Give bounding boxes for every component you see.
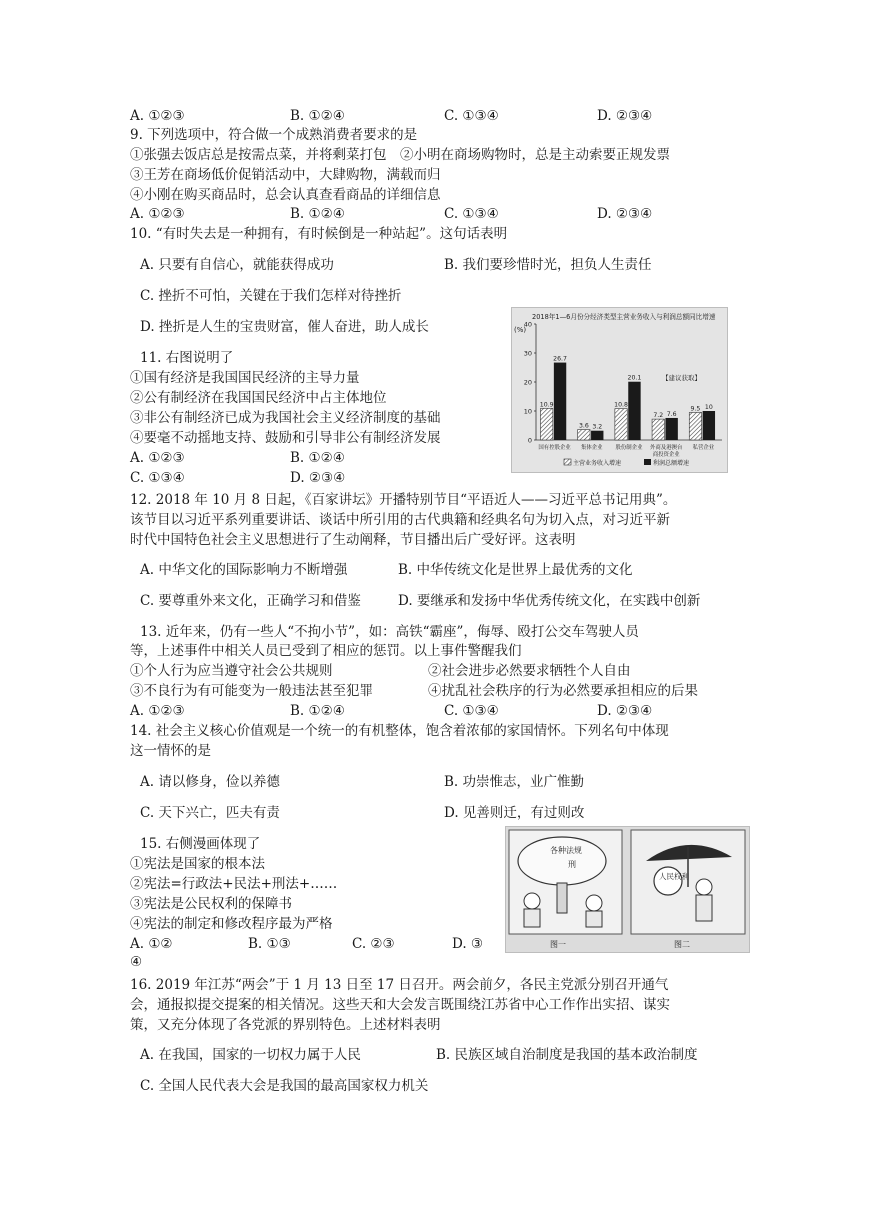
umbrella-label: 人民权利	[659, 872, 689, 881]
q14-option-d: D. 见善则迁，有过则改	[444, 805, 585, 821]
q13-option-b: B. ①②④	[290, 703, 345, 719]
chart-y-tick-label: 20	[523, 378, 532, 387]
chart-y-tick-label: 40	[523, 320, 532, 329]
q11-bar-chart	[511, 307, 728, 473]
legend-swatch-revenue	[564, 459, 571, 465]
legend-swatch-profit	[644, 459, 651, 465]
q11-item-4: ④要毫不动摇地支持、鼓励和引导非公有制经济发展	[130, 430, 441, 446]
q9-item-1-2: ①张强去饭店总是按需点菜，并将剩菜打包 ②小明在商场购物时，总是主动索要正规发票	[130, 147, 670, 163]
bar-profit	[665, 418, 677, 440]
bar-profit	[703, 411, 715, 440]
q13-option-d: D. ②③④	[597, 703, 653, 719]
q11-option-a: A. ①②③	[130, 450, 185, 466]
q9-item-4: ④小刚在购买商品时，总会认真查看商品的详细信息	[130, 187, 441, 203]
q16-line-3: 策，又充分体现了各党派的界别特色。上述材料表明	[130, 1017, 441, 1033]
q8-option-c: C. ①③④	[444, 108, 499, 124]
bar-value-label: 10.8	[614, 401, 628, 409]
q12-line-1: 12. 2018 年 10 月 8 日起，《百家讲坛》开播特别节目“平语近人——习近平总书记用典”。	[130, 492, 677, 508]
tree-trunk-icon	[557, 883, 567, 913]
q9-option-a: A. ①②③	[130, 206, 185, 222]
q15-option-a: A. ①②	[130, 936, 173, 952]
chart-watermark: 【建议获取】	[662, 374, 701, 382]
q13-item-3: ③不良行为有可能变为一般违法甚至犯罪	[130, 683, 373, 699]
q11-option-d: D. ②③④	[290, 470, 346, 486]
q15-option-d: D. ③	[452, 936, 484, 952]
q9-option-c: C. ①③④	[444, 206, 499, 222]
chart-category-label: 集体企业	[581, 445, 603, 451]
chart-category-label: 私营企业	[692, 445, 715, 451]
legend-label-revenue: 主营业务收入增速	[573, 460, 622, 467]
q9-stem: 9. 下列选项中，符合做一个成熟消费者要求的是	[130, 127, 418, 143]
q15-cartoon	[505, 826, 750, 953]
bar-value-label: 3.6	[578, 422, 589, 430]
q14-option-a: A. 请以修身，俭以养德	[140, 774, 280, 790]
q12-option-b: B. 中华传统文化是世界上最优秀的文化	[398, 562, 633, 578]
chart-category-label: 外商及港澳台	[650, 445, 683, 451]
chart-title: 2018年1—6月份分经济类型主营业务收入与利润总额同比增速	[532, 313, 716, 321]
q13-option-c: C. ①③④	[444, 703, 499, 719]
q14-option-c: C. 天下兴亡，匹夫有责	[140, 805, 280, 821]
chart-ylabel: (%)	[514, 326, 527, 334]
bar-value-label: 20.1	[627, 374, 642, 382]
q13-item-1: ①个人行为应当遵守社会公共规则	[130, 663, 333, 679]
q15-option-d-wrap: ④	[130, 954, 143, 970]
q12-line-3: 时代中国特色社会主义思想进行了生动阐释，节目播出后广受好评。这表明	[130, 532, 576, 548]
chart-y-tick-label: 10	[523, 407, 532, 416]
q11-option-b: B. ①②④	[290, 450, 345, 466]
person-head-icon	[696, 879, 712, 895]
bar-value-label: 3.2	[592, 423, 603, 431]
q15-item-2: ②宪法=行政法+民法+刑法+……	[130, 876, 338, 892]
q11-item-2: ②公有制经济在我国国民经济中占主体地位	[130, 390, 387, 406]
q13-item-4: ④扰乱社会秩序的行为必然要承担相应的后果	[428, 683, 698, 699]
q16-option-a: A. 在我国，国家的一切权力属于人民	[140, 1047, 361, 1063]
q11-stem: 11. 右图说明了	[140, 350, 234, 366]
bar-revenue	[615, 409, 627, 440]
person-head-icon	[586, 895, 602, 911]
tree-label: 各种法规	[550, 846, 582, 855]
chart-category-label: 国有控股企业	[538, 445, 571, 451]
bar-profit	[554, 363, 566, 440]
q15-option-c: C. ②③	[352, 936, 395, 952]
q16-option-b: B. 民族区域自治制度是我国的基本政治制度	[436, 1047, 698, 1063]
person-body-icon	[524, 909, 540, 927]
bar-revenue	[689, 412, 701, 440]
q12-line-2: 该节目以习近平系列重要讲话、谈话中所引用的古代典籍和经典名句为切入点，对习近平新	[130, 512, 670, 528]
cartoon-svg	[506, 827, 749, 952]
q14-line-2: 这一情怀的是	[130, 743, 211, 759]
q10-stem: 10. “有时失去是一种拥有，有时候倒是一种站起”。这句话表明	[130, 226, 508, 242]
tree-sub-label: 刑	[568, 860, 576, 869]
bar-revenue	[540, 408, 552, 440]
q9-option-b: B. ①②④	[290, 206, 345, 222]
chart-category-label-wrap: 商投资企业	[652, 452, 680, 458]
q11-option-c: C. ①③④	[130, 470, 185, 486]
q8-option-b: B. ①②④	[290, 108, 345, 124]
q9-item-3: ③王芳在商场低价促销活动中，大肆购物，满载而归	[130, 167, 441, 183]
chart-svg	[512, 308, 727, 472]
bar-value-label: 7.6	[666, 410, 677, 418]
bar-value-label: 10.9	[539, 401, 554, 409]
q10-option-b: B. 我们要珍惜时光，担负人生责任	[444, 257, 652, 273]
q16-line-1: 16. 2019 年江苏“两会”于 1 月 13 日至 17 日召开。两会前夕，各民主党派分别召开通气	[130, 977, 669, 993]
bar-revenue	[578, 430, 590, 440]
q10-option-d: D. 挫折是人生的宝贵财富，催人奋进，助人成长	[140, 319, 429, 335]
q12-option-a: A. 中华文化的国际影响力不断增强	[140, 562, 348, 578]
q9-option-d: D. ②③④	[597, 206, 653, 222]
q12-option-c: C. 要尊重外来文化，正确学习和借鉴	[140, 593, 361, 609]
q15-item-4: ④宪法的制定和修改程序最为严格	[130, 916, 333, 932]
person-head-icon	[524, 893, 540, 909]
q13-line-1: 13. 近年来，仍有一些人“不拘小节”，如：高铁“霸座”，侮辱、殴打公交车驾驶人员	[140, 624, 639, 640]
q13-option-a: A. ①②③	[130, 703, 185, 719]
q15-item-1: ①宪法是国家的根本法	[130, 856, 265, 872]
bar-value-label: 7.2	[653, 412, 664, 420]
bar-value-label: 26.7	[553, 355, 567, 363]
q16-option-c: C. 全国人民代表大会是我国的最高国家权力机关	[140, 1078, 429, 1094]
q11-item-3: ③非公有制经济已成为我国社会主义经济制度的基础	[130, 410, 441, 426]
chart-category-label: 股份制企业	[615, 445, 643, 451]
q8-option-a: A. ①②③	[130, 108, 185, 124]
bar-revenue	[652, 419, 664, 440]
bar-value-label: 9.5	[690, 405, 701, 413]
caption-2: 图二	[674, 940, 690, 949]
bar-value-label: 10	[704, 404, 713, 411]
tree-crown-icon	[518, 837, 606, 885]
q11-item-1: ①国有经济是我国国民经济的主导力量	[130, 370, 360, 386]
q10-option-c: C. 挫折不可怕，关键在于我们怎样对待挫折	[140, 288, 402, 304]
chart-y-tick-label: 30	[523, 349, 532, 358]
q13-item-2: ②社会进步必然要求牺牲个人自由	[428, 663, 631, 679]
q14-line-1: 14. 社会主义核心价值观是一个统一的有机整体，饱含着浓郁的家国情怀。下列名句中体现	[130, 723, 669, 739]
q15-stem: 15. 右侧漫画体现了	[140, 836, 261, 852]
q15-option-b: B. ①③	[248, 936, 291, 952]
q13-line-2: 等，上述事件中相关人员已受到了相应的惩罚。以上事件警醒我们	[130, 643, 522, 659]
person-body-icon	[696, 895, 712, 921]
q15-item-3: ③宪法是公民权利的保障书	[130, 896, 292, 912]
caption-1: 图一	[550, 940, 566, 949]
person-body-icon	[586, 911, 602, 927]
q8-option-d: D. ②③④	[597, 108, 653, 124]
legend-label-profit: 利润总额增速	[653, 460, 690, 467]
bar-profit	[628, 382, 640, 440]
q14-option-b: B. 功崇惟志，业广惟勤	[444, 774, 585, 790]
chart-y-tick-label: 0	[527, 436, 532, 445]
q16-line-2: 会，通报拟提交提案的相关情况。这些天和大会发言既围绕江苏省中心工作作出实招、谋实	[130, 997, 670, 1013]
q12-option-d: D. 要继承和发扬中华优秀传统文化，在实践中创新	[398, 593, 701, 609]
bar-profit	[591, 431, 603, 440]
q10-option-a: A. 只要有自信心，就能获得成功	[140, 257, 334, 273]
